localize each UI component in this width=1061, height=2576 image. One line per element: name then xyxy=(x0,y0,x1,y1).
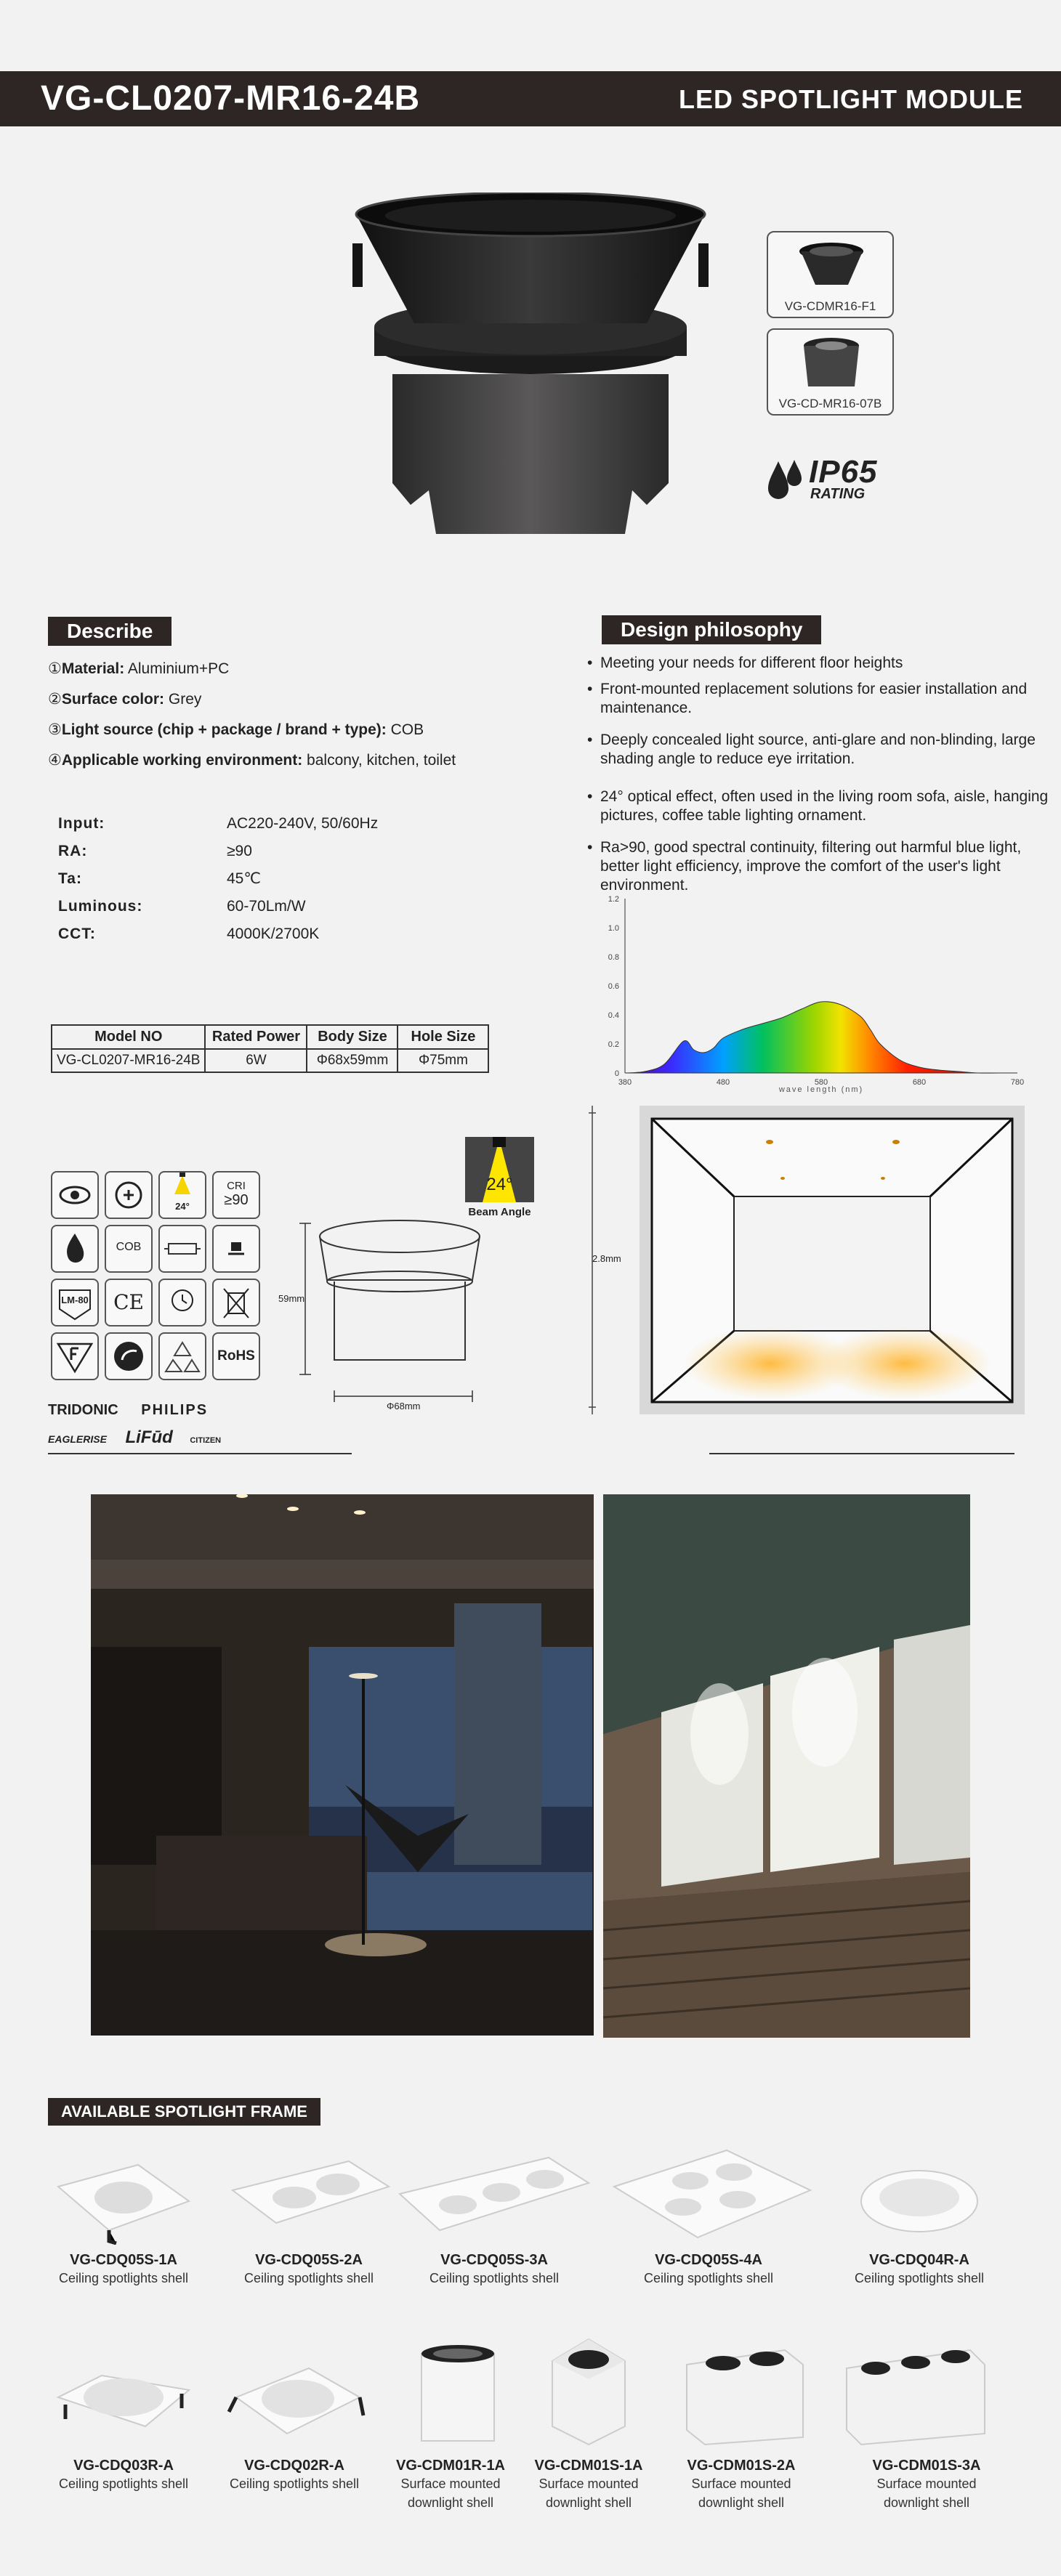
col-header: Body Size xyxy=(307,1025,398,1049)
lm80-icon xyxy=(51,1279,99,1327)
beam-angle-badge xyxy=(465,1137,534,1218)
y-tick-label: 0.8 xyxy=(608,953,619,962)
frame-image xyxy=(683,2343,807,2448)
frame-item-m01r-1a: VG-CDM01R-1A Surface mounted downlight shell xyxy=(395,2458,506,2510)
cri-icon xyxy=(212,1171,260,1219)
ip65-badge xyxy=(767,454,905,505)
height-dimension: 59mm xyxy=(278,1293,305,1304)
dimmer-icon xyxy=(105,1171,153,1219)
dimension-drawing xyxy=(276,1215,494,1418)
describe-item: ③Light source (chip + package / brand + type): COB xyxy=(48,721,424,738)
citizen-logo: CITIZEN xyxy=(190,1436,222,1445)
frame-image xyxy=(610,2143,814,2252)
spec-value: 4000K/2700K xyxy=(227,926,320,942)
frame-item-4a: VG-CDQ05S-4A Ceiling spotlights shell xyxy=(643,2252,774,2285)
col-header: Model NO xyxy=(52,1025,205,1049)
eco-icon xyxy=(105,1332,153,1380)
water-drop-icon xyxy=(767,458,804,502)
design-item: • Deeply concealed light source, anti-glare and non-blinding, large shading angle to reduce eye irritation. xyxy=(587,731,1052,769)
describe-tag: Describe xyxy=(48,617,172,646)
cob-icon: COB xyxy=(105,1225,153,1273)
model-table xyxy=(51,1024,489,1073)
spec-value: 45℃ xyxy=(227,870,261,887)
y-tick-label: 0.2 xyxy=(608,1040,619,1049)
frame-item-04r: VG-CDQ04R-A Ceiling spotlights shell xyxy=(854,2252,985,2285)
frame-image xyxy=(545,2332,632,2448)
describe-item: ②Surface color: Grey xyxy=(48,691,202,708)
room-illustration xyxy=(585,1106,1025,1414)
x-tick-label: 380 xyxy=(618,1078,632,1087)
y-tick-label: 0.6 xyxy=(608,982,619,991)
frame-item-03r: VG-CDQ03R-A Ceiling spotlights shell xyxy=(58,2458,189,2491)
reflector-icon xyxy=(797,241,866,292)
frame-image xyxy=(858,2161,981,2248)
frame-image xyxy=(225,2154,392,2241)
describe-item: ①Material: Aluminium+PC xyxy=(48,660,230,677)
angle-label: 24° xyxy=(175,1201,190,1212)
spec-key: Luminous: xyxy=(58,898,143,915)
x-tick-label: 580 xyxy=(814,1078,828,1087)
cell: Φ68x59mm xyxy=(307,1049,398,1072)
living-room-photo xyxy=(91,1494,594,2036)
beam-angle-value: 24° xyxy=(486,1175,513,1194)
product-title: VG-CL0207-MR16-24B xyxy=(41,79,421,118)
divider xyxy=(709,1453,1014,1454)
describe-item: ④Applicable working environment: balcony, kitchen, toilet xyxy=(48,752,456,769)
module-icon xyxy=(801,336,863,392)
spec-key: Ta: xyxy=(58,870,82,887)
y-tick-label: 0.4 xyxy=(608,1011,619,1020)
y-tick-label: 1.0 xyxy=(608,924,619,933)
ce-icon: CE xyxy=(105,1279,153,1327)
design-section xyxy=(602,615,821,644)
accessory-f1 xyxy=(767,231,894,318)
frame-image xyxy=(414,2339,501,2448)
y-tick-label: 1.2 xyxy=(608,895,619,904)
exterior-wall-photo xyxy=(603,1494,970,2038)
frame-image xyxy=(396,2150,592,2245)
ip-rating: RATING xyxy=(810,486,866,502)
y-tick-label: 0 xyxy=(614,1069,619,1078)
lm80-label: LM-80 xyxy=(61,1295,89,1305)
frame-item-m01s-2a: VG-CDM01S-2A Surface mounted downlight shell xyxy=(687,2458,796,2510)
flame-icon xyxy=(51,1225,99,1273)
design-list xyxy=(587,654,1052,902)
col-header: Rated Power xyxy=(205,1025,307,1049)
spec-key: Input: xyxy=(58,815,105,832)
x-tick-label: 680 xyxy=(912,1078,927,1087)
beam-angle-icon xyxy=(158,1171,206,1219)
product-main-image xyxy=(342,193,719,570)
frame-item-m01s-3a: VG-CDM01S-3A Surface mounted downlight shell xyxy=(872,2458,981,2510)
accessory-label: VG-CDMR16-F1 xyxy=(784,299,876,313)
frame-item-2a: VG-CDQ05S-2A Ceiling spotlights shell xyxy=(243,2252,374,2285)
cri-label: CRI xyxy=(227,1180,246,1192)
design-item: • 24° optical effect, often used in the living room sofa, aisle, hanging pictures, coffee table lighting ornament. xyxy=(587,787,1052,825)
frame-item-02r: VG-CDQ02R-A Ceiling spotlights shell xyxy=(229,2458,360,2491)
philips-logo: PHILIPS xyxy=(141,1402,209,1418)
col-header: Hole Size xyxy=(398,1025,488,1049)
recycle-icon xyxy=(158,1332,206,1380)
spec-key: RA: xyxy=(58,843,88,859)
spec-value: ≥90 xyxy=(227,843,252,859)
lamp-icon xyxy=(212,1225,260,1273)
frame-item-3a: VG-CDQ05S-3A Ceiling spotlights shell xyxy=(429,2252,560,2285)
cell: 6W xyxy=(205,1049,307,1072)
frame-image xyxy=(51,2158,196,2245)
spectrum-area xyxy=(625,1002,1017,1073)
frames-section xyxy=(48,2098,320,2126)
design-item: • Meeting your needs for different floor heights xyxy=(587,654,1052,673)
product-subtitle: LED SPOTLIGHT MODULE xyxy=(679,84,1023,114)
width-dimension: Φ68mm xyxy=(387,1401,421,1411)
beam-angle-label: Beam Angle xyxy=(468,1206,531,1218)
lifud-logo: LiFūd xyxy=(125,1427,173,1447)
x-tick-label: 480 xyxy=(716,1078,730,1087)
design-item: • Ra>90, good spectral continuity, filtering out harmful blue light, better light efficiency, improve the comfort of the user's light environment. xyxy=(587,838,1052,895)
eye-icon xyxy=(51,1171,99,1219)
eaglerise-logo: EAGLERISE xyxy=(48,1433,107,1445)
frame-image xyxy=(51,2354,196,2448)
frame-image xyxy=(222,2354,367,2448)
tridonic-logo: TRIDONIC xyxy=(48,1402,118,1418)
table-row xyxy=(52,1049,488,1072)
brand-logos xyxy=(48,1402,221,1448)
frames-tag: AVAILABLE SPOTLIGHT FRAME xyxy=(48,2098,320,2126)
ceiling-dimension: 2.8mm xyxy=(592,1253,621,1264)
design-tag: Design philosophy xyxy=(602,615,821,644)
frame-item-1a: VG-CDQ05S-1A Ceiling spotlights shell xyxy=(58,2252,189,2285)
frame-image xyxy=(843,2343,988,2448)
spec-value: AC220-240V, 50/60Hz xyxy=(227,815,379,832)
cri-value: ≥90 xyxy=(224,1192,249,1208)
spec-value: 60-70Lm/W xyxy=(227,898,306,915)
x-tick-label: 780 xyxy=(1010,1078,1025,1087)
weee-bin-icon xyxy=(212,1279,260,1327)
design-item: • Front-mounted replacement solutions for easier installation and maintenance. xyxy=(587,680,1052,718)
lifetime-icon xyxy=(158,1279,206,1327)
spectrum-chart xyxy=(596,890,1032,1101)
spec-key: CCT: xyxy=(58,926,96,942)
cell: VG-CL0207-MR16-24B xyxy=(52,1049,205,1072)
header-bar xyxy=(0,71,1061,126)
driver-icon xyxy=(158,1225,206,1273)
rohs-icon: RoHS xyxy=(212,1332,260,1380)
divider xyxy=(48,1453,352,1454)
ip-code: IP65 xyxy=(809,454,878,490)
describe-section xyxy=(48,617,172,646)
describe-list xyxy=(48,654,557,776)
frame-item-m01s-1a: VG-CDM01S-1A Surface mounted downlight shell xyxy=(534,2458,643,2510)
f-mark-icon xyxy=(51,1332,99,1380)
x-axis-label: wave length (nm) xyxy=(778,1085,864,1094)
accessory-07b xyxy=(767,328,894,416)
accessory-label: VG-CD-MR16-07B xyxy=(778,397,882,410)
cell: Φ75mm xyxy=(398,1049,488,1072)
